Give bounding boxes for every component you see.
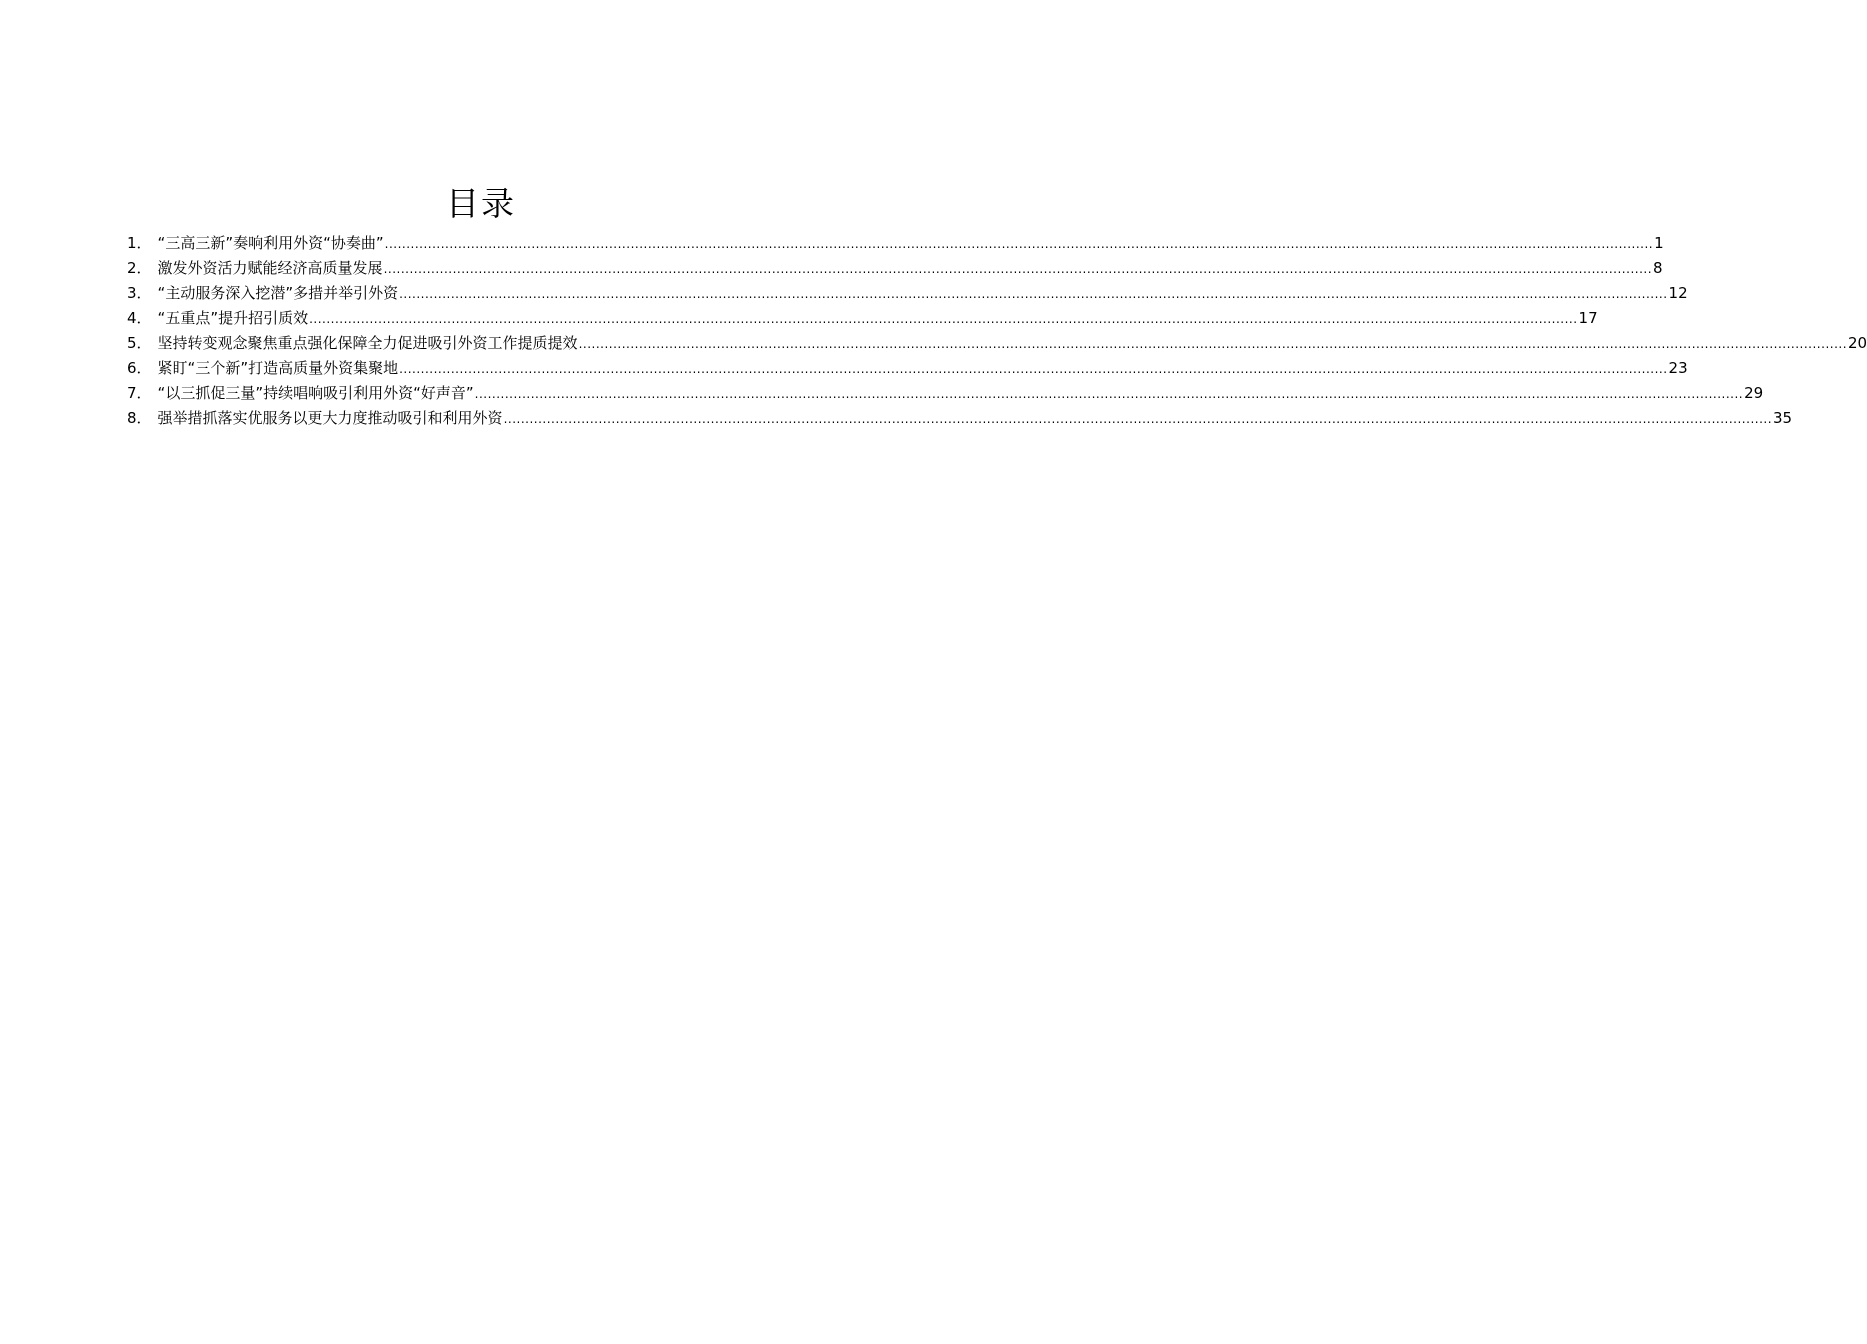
toc-dot-leader	[385, 232, 1653, 257]
toc-entry-number: 1．	[127, 234, 152, 252]
toc-entry-number: 4．	[127, 309, 152, 327]
toc-entry-title: 强举措抓落实优服务以更大力度推动吸引和利用外资	[157, 409, 503, 427]
toc-entry[interactable]	[127, 256, 1663, 281]
toc-dot-leader	[399, 282, 1667, 307]
toc-entry-title: “五重点”提升招引质效	[157, 309, 309, 327]
toc-entry-page: 12	[1668, 284, 1688, 302]
toc-entry-title: “三高三新”奏响利用外资“协奏曲”	[157, 234, 384, 252]
toc-entry-number: 5．	[127, 334, 152, 352]
toc-dot-leader	[384, 257, 1652, 282]
toc-entry[interactable]	[127, 356, 1688, 381]
toc-entry-number: 6．	[127, 359, 152, 377]
toc-entry-page: 1	[1654, 234, 1664, 252]
toc-dot-leader	[504, 407, 1772, 432]
toc-title: 目录	[446, 184, 516, 223]
toc-entry[interactable]	[127, 331, 1867, 356]
toc-dot-leader	[309, 307, 1577, 332]
toc-entry-title: “主动服务深入挖潜”多措并举引外资	[157, 284, 399, 302]
toc-entry[interactable]	[127, 381, 1764, 406]
toc-entry-page: 8	[1653, 259, 1663, 277]
toc-entry-page: 20	[1848, 334, 1867, 352]
toc-entry-number: 8．	[127, 409, 152, 427]
toc-entry-title: 紧盯“三个新”打造高质量外资集聚地	[157, 359, 399, 377]
toc-entry-number: 2．	[127, 259, 152, 277]
toc-dot-leader	[579, 332, 1847, 357]
toc-list	[127, 231, 1867, 431]
toc-entry-title: 激发外资活力赋能经济高质量发展	[157, 259, 383, 277]
toc-entry-page: 17	[1578, 309, 1598, 327]
toc-entry-title: 坚持转变观念聚焦重点强化保障全力促进吸引外资工作提质提效	[157, 334, 578, 352]
toc-entry[interactable]	[127, 281, 1688, 306]
toc-dot-leader	[475, 382, 1743, 407]
toc-entry-page: 23	[1668, 359, 1688, 377]
toc-entry[interactable]	[127, 231, 1664, 256]
toc-entry-number: 7．	[127, 384, 152, 402]
toc-entry[interactable]	[127, 306, 1598, 331]
toc-entry-page: 35	[1773, 409, 1793, 427]
toc-dot-leader	[399, 357, 1667, 382]
toc-entry[interactable]	[127, 406, 1793, 431]
toc-entry-page: 29	[1744, 384, 1764, 402]
toc-entry-number: 3．	[127, 284, 152, 302]
toc-entry-title: “以三抓促三量”持续唱响吸引利用外资“好声音”	[157, 384, 474, 402]
